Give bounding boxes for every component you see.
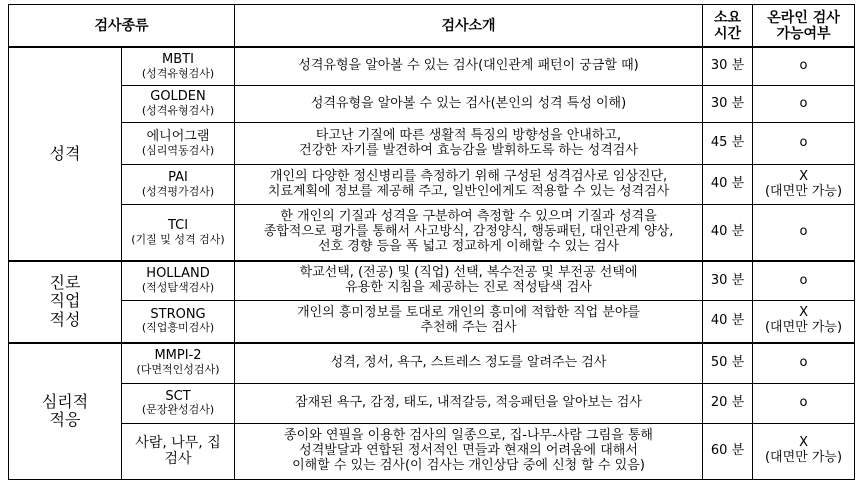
table-row — [9, 47, 855, 85]
test-name: SCT — [165, 388, 191, 404]
test-subtitle: (성격유형검사) — [141, 66, 215, 80]
test-online: o — [753, 205, 855, 261]
header-time: 소요 시간 — [703, 5, 753, 48]
test-time: 50 분 — [703, 343, 753, 384]
test-description: 성격유형을 알아볼 수 있는 검사(본인의 성격 특성 이해) — [235, 85, 703, 123]
header-online: 온라인 검사 가능여부 — [753, 5, 855, 48]
test-name: TCI — [167, 217, 189, 233]
test-time: 60 분 — [703, 423, 753, 479]
test-time: 40 분 — [703, 205, 753, 261]
table-row — [9, 85, 855, 123]
test-time: 30 분 — [703, 85, 753, 123]
table-row — [9, 123, 855, 165]
test-description: 잠재된 욕구, 감정, 태도, 내적갈등, 적응패턴을 알아보는 검사 — [235, 383, 703, 423]
test-time: 20 분 — [703, 383, 753, 423]
test-online: o — [753, 343, 855, 384]
test-name-cell — [122, 261, 235, 301]
test-name: HOLLAND — [146, 266, 210, 282]
test-name: GOLDEN — [150, 89, 206, 105]
test-description: 개인의 흥미정보를 토대로 개인의 흥미에 적합한 직업 분야를 추천해 주는 검사 — [235, 301, 703, 343]
test-time: 40 분 — [703, 165, 753, 205]
table-row — [9, 205, 855, 261]
category-personality: 성격 — [9, 47, 122, 260]
test-name-cell — [122, 205, 235, 261]
test-subtitle: (직업흥미검사) — [141, 321, 215, 335]
test-description: 개인의 다양한 정신병리를 측정하기 위해 구성된 성격검사로 임상진단, 치료계획에 정보를 제공해 주고, 일반인에게도 적용할 수 있는 성격검사 — [235, 165, 703, 205]
test-online: X (대면만 가능) — [753, 165, 855, 205]
test-name-cell — [122, 423, 235, 479]
test-name-cell — [122, 47, 235, 85]
table-row — [9, 301, 855, 343]
test-online: X (대면만 가능) — [753, 301, 855, 343]
test-name-cell — [122, 301, 235, 343]
test-subtitle: (기질 및 성격 검사) — [131, 232, 225, 246]
test-name-cell — [122, 123, 235, 165]
test-description: 성격유형을 알아볼 수 있는 검사(대인관계 패턴이 궁금할 때) — [235, 47, 703, 85]
test-name: STRONG — [150, 306, 206, 322]
test-name: 에니어그램 — [146, 129, 210, 145]
test-online: o — [753, 261, 855, 301]
test-name-cell — [122, 85, 235, 123]
header-row — [9, 5, 855, 48]
test-subtitle: (심리역동검사) — [141, 144, 215, 158]
test-online: o — [753, 47, 855, 85]
test-description: 성격, 정서, 욕구, 스트레스 정도를 알려주는 검사 — [235, 343, 703, 384]
test-time: 30 분 — [703, 47, 753, 85]
header-intro: 검사소개 — [235, 5, 703, 48]
category-career-line: 적성 — [49, 309, 81, 329]
category-adjustment — [9, 343, 122, 480]
test-description: 한 개인의 기질과 성격을 구분하여 측정할 수 있으며 기질과 성격을 종합적으로 평가를 통해서 사고방식, 감정양식, 행동패턴, 대인관계 양상, 선호 경향 등을 폭 넓고 정교하게 이해할 수 있는 검사 — [235, 205, 703, 261]
test-time: 45 분 — [703, 123, 753, 165]
category-career — [9, 261, 122, 343]
header-category: 검사종류 — [9, 5, 235, 48]
test-name: 사람, 나무, 집 검사 — [135, 435, 221, 468]
test-time: 30 분 — [703, 261, 753, 301]
test-name: MMPI-2 — [154, 348, 202, 364]
test-subtitle: (성격유형검사) — [141, 104, 215, 118]
test-name-cell — [122, 383, 235, 423]
test-online: o — [753, 123, 855, 165]
category-adjustment-line: 심리적 — [41, 391, 89, 411]
test-online: o — [753, 383, 855, 423]
table-row — [9, 383, 855, 423]
table-row — [9, 261, 855, 301]
category-career-line: 진로 — [49, 273, 81, 293]
test-online: o — [753, 85, 855, 123]
test-name-cell — [122, 165, 235, 205]
test-name-cell — [122, 343, 235, 384]
test-description: 종이와 연필을 이용한 검사의 일종으로, 집-나무-사람 그림을 통해 성격발달과 연합된 정서적인 면들과 현재의 어려움에 대해서 이해할 수 있는 검사(이 검사는 개인상담 중에 신청 할 수 있음) — [235, 423, 703, 479]
test-subtitle: (문장완성검사) — [141, 403, 215, 417]
test-online: X (대면만 가능) — [753, 423, 855, 479]
category-adjustment-line: 적응 — [49, 410, 81, 430]
test-name: MBTI — [162, 51, 194, 67]
test-description: 타고난 기질에 따른 생활적 특징의 방향성을 안내하고, 건강한 자기를 발견하여 효능감을 발휘하도록 하는 성격검사 — [235, 123, 703, 165]
test-description: 학교선택, (전공) 및 (직업) 선택, 복수전공 및 부전공 선택에 유용한 지침을 제공하는 진로 적성탐색 검사 — [235, 261, 703, 301]
table-row — [9, 165, 855, 205]
table-row — [9, 423, 855, 479]
test-subtitle: (적성탐색검사) — [141, 281, 215, 295]
category-career-line: 직업 — [49, 291, 81, 311]
psych-test-table — [8, 4, 855, 480]
test-time: 40 분 — [703, 301, 753, 343]
test-name: PAI — [168, 169, 188, 185]
table-row — [9, 343, 855, 384]
test-subtitle: (성격평가검사) — [141, 184, 215, 198]
test-subtitle: (다면적인성검사) — [136, 363, 220, 377]
